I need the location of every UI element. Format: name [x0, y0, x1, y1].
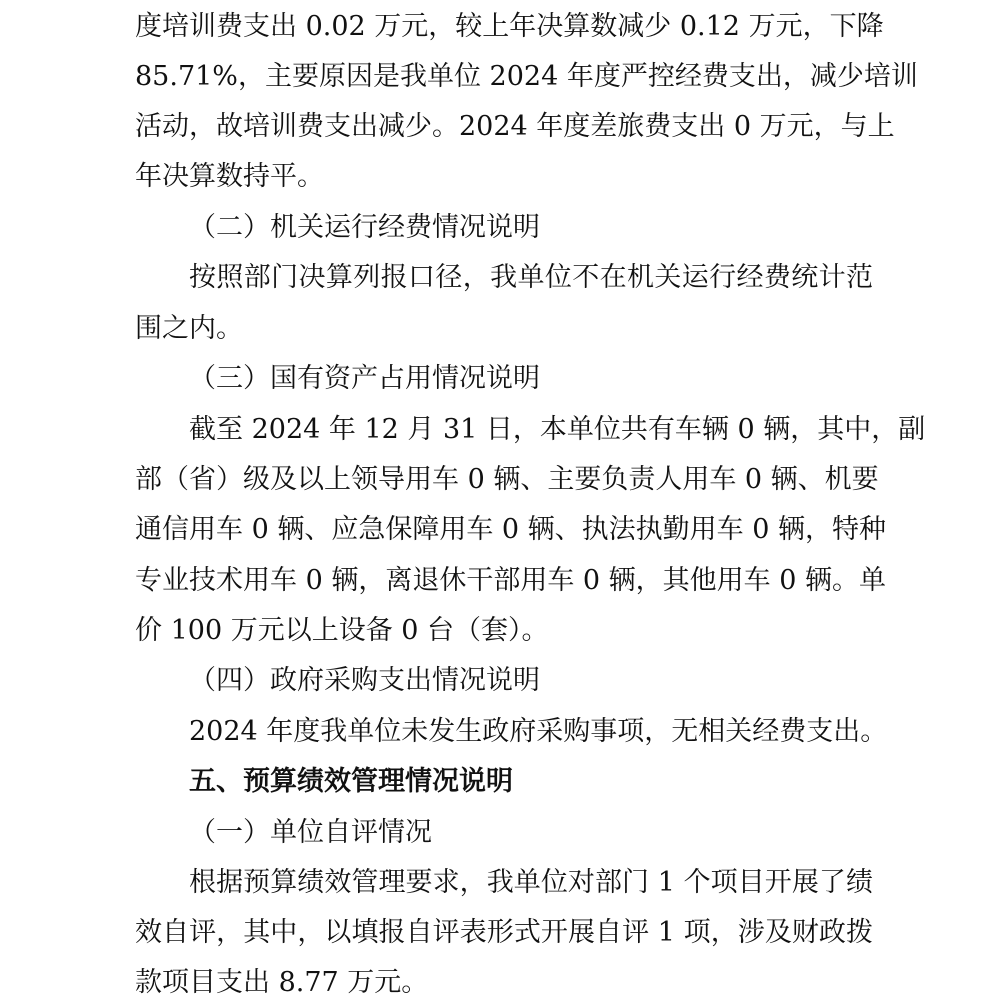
- subheading-text: （四）政府采购支出情况说明: [189, 665, 540, 696]
- line-text: 活动，故培训费支出减少。2024 年度差旅费支出 0 万元，与上: [135, 111, 895, 142]
- subheading-text: （二）机关运行经费情况说明: [189, 212, 540, 243]
- heading-text: 五、预算绩效管理情况说明: [189, 766, 513, 797]
- paragraph-line: [0, 858, 1000, 908]
- paragraph-line: [0, 455, 1000, 505]
- section-heading: [0, 757, 1000, 807]
- line-text: 2024 年度我单位未发生政府采购事项，无相关经费支出。: [189, 716, 888, 747]
- paragraph-line: [0, 2, 1000, 52]
- section-subheading: [0, 656, 1000, 706]
- paragraph-line: [0, 253, 1000, 303]
- paragraph-line: [0, 556, 1000, 606]
- subheading-text: （一）单位自评情况: [189, 817, 432, 848]
- paragraph-line: [0, 606, 1000, 656]
- paragraph-line: [0, 152, 1000, 202]
- line-text: 根据预算绩效管理要求，我单位对部门 1 个项目开展了绩: [189, 867, 873, 898]
- section-subheading: [0, 808, 1000, 858]
- paragraph-line: [0, 707, 1000, 757]
- section-subheading: [0, 354, 1000, 404]
- line-text: 截至 2024 年 12 月 31 日，本单位共有车辆 0 辆，其中，副: [189, 414, 926, 445]
- paragraph-line: [0, 304, 1000, 354]
- paragraph-line: [0, 958, 1000, 1008]
- line-text: 85.71%，主要原因是我单位 2024 年度严控经费支出，减少培训: [135, 61, 918, 92]
- section-subheading: [0, 203, 1000, 253]
- paragraph-line: [0, 102, 1000, 152]
- line-text: 度培训费支出 0.02 万元，较上年决算数减少 0.12 万元，下降: [135, 11, 884, 42]
- line-text: 部（省）级及以上领导用车 0 辆、主要负责人用车 0 辆、机要: [135, 464, 879, 495]
- paragraph-line: [0, 52, 1000, 102]
- line-text: 效自评，其中，以填报自评表形式开展自评 1 项，涉及财政拨: [135, 917, 873, 948]
- paragraph-line: [0, 405, 1000, 455]
- line-text: 价 100 万元以上设备 0 台（套）。: [135, 615, 549, 646]
- line-text: 年决算数持平。: [135, 161, 324, 192]
- subheading-text: （三）国有资产占用情况说明: [189, 363, 540, 394]
- line-text: 款项目支出 8.77 万元。: [135, 967, 429, 998]
- paragraph-line: [0, 908, 1000, 958]
- paragraph-line: [0, 505, 1000, 555]
- line-text: 专业技术用车 0 辆，离退休干部用车 0 辆，其他用车 0 辆。单: [135, 565, 887, 596]
- line-text: 围之内。: [135, 313, 243, 344]
- line-text: 通信用车 0 辆、应急保障用车 0 辆、执法执勤用车 0 辆，特种: [135, 514, 887, 545]
- line-text: 按照部门决算列报口径，我单位不在机关运行经费统计范: [189, 262, 873, 293]
